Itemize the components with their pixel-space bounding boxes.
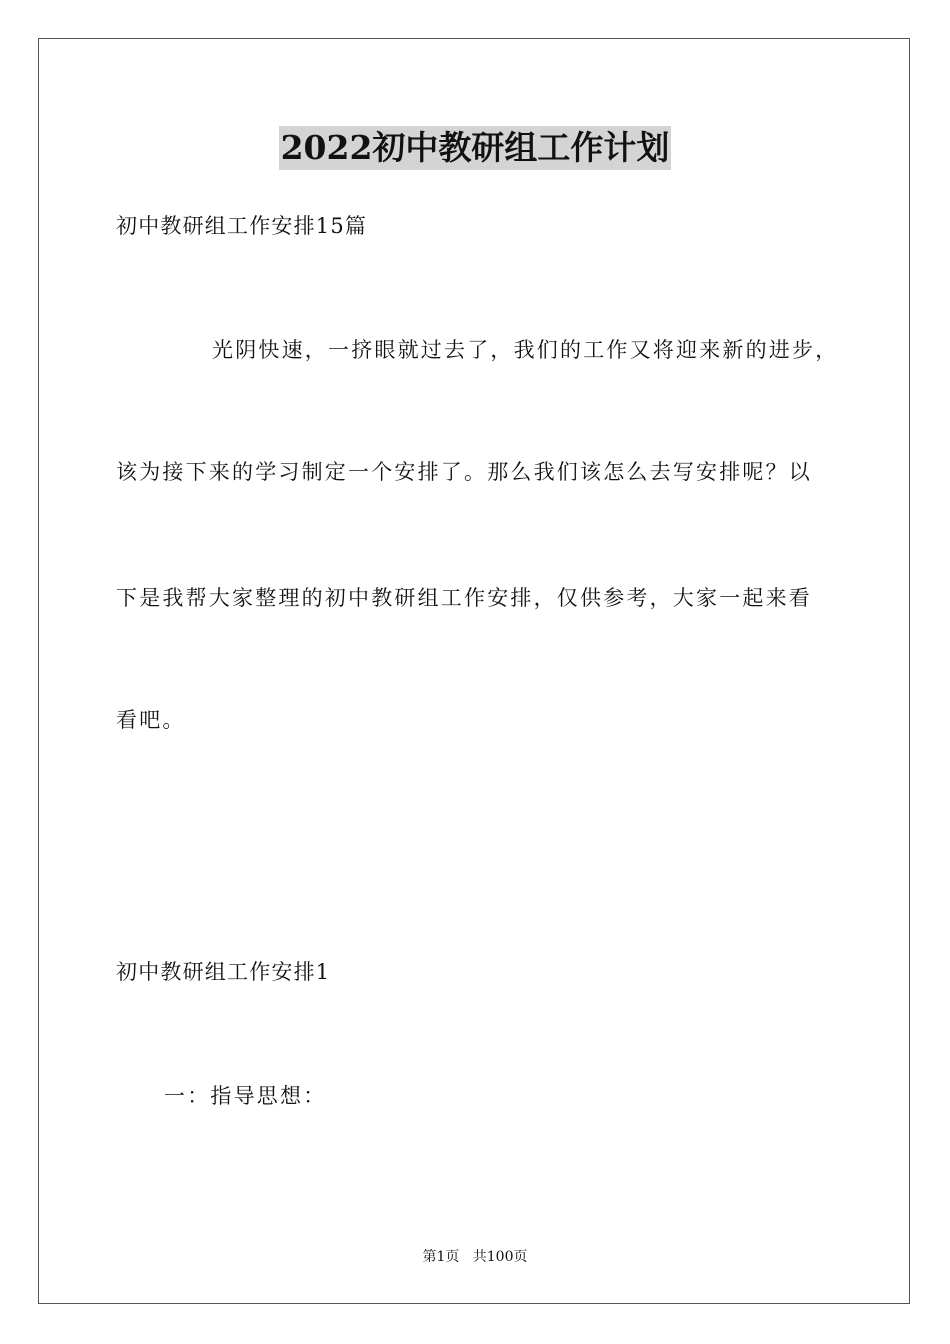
intro-paragraph-line-3: 下是我帮大家整理的初中教研组工作安排，仅供参考，大家一起来看 <box>116 586 812 610</box>
intro-paragraph-line-4: 看吧。 <box>116 708 186 732</box>
section-heading: 初中教研组工作安排1 <box>116 960 331 984</box>
intro-paragraph-line-1: 光阴快速，一挤眼就过去了，我们的工作又将迎来新的进步， <box>212 338 839 362</box>
section-item: 一：指导思想： <box>164 1084 327 1108</box>
document-title: 2022初中教研组工作计划 <box>279 126 672 170</box>
title-container <box>0 126 950 170</box>
page-footer: 第1页 共100页 <box>422 1249 528 1265</box>
document-subtitle: 初中教研组工作安排15篇 <box>116 214 368 238</box>
intro-paragraph-line-2: 该为接下来的学习制定一个安排了。那么我们该怎么去写安排呢？以 <box>116 460 812 484</box>
